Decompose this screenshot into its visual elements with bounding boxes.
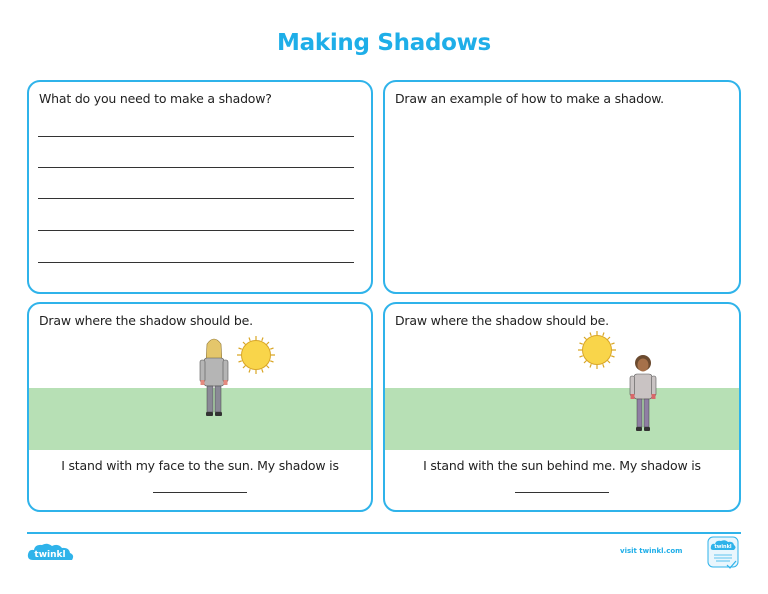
quality-badge-icon — [707, 536, 741, 570]
draw-example-panel[interactable] — [383, 80, 741, 294]
face-sun-scene — [29, 304, 373, 454]
sun-behind-scene — [385, 304, 741, 454]
face-sun-caption: I stand with my face to the sun. My shadow is — [61, 458, 339, 473]
answer-line[interactable] — [38, 167, 354, 168]
sun-behind-caption: I stand with the sun behind me. My shadow is — [423, 458, 701, 473]
draw-example-prompt: Draw an example of how to make a shadow. — [395, 91, 664, 106]
sun-icon — [578, 331, 616, 369]
answer-line[interactable] — [38, 136, 354, 137]
answer-line[interactable] — [38, 262, 354, 263]
face-sun-prompt: Draw where the shadow should be. — [39, 313, 253, 328]
logo-text: twinkl — [34, 550, 66, 560]
twinkl-logo[interactable] — [27, 541, 77, 565]
face-sun-answer-line[interactable] — [153, 492, 247, 493]
answer-line[interactable] — [38, 230, 354, 231]
sun-icon — [237, 336, 275, 374]
sun-behind-panel — [383, 302, 741, 512]
answer-line[interactable] — [38, 198, 354, 199]
footer-divider — [27, 532, 741, 534]
child-figure-front — [630, 355, 656, 431]
page-title: Making Shadows — [277, 30, 491, 56]
needs-panel — [27, 80, 373, 294]
sun-behind-prompt: Draw where the shadow should be. — [395, 313, 609, 328]
face-sun-panel — [27, 302, 373, 512]
sun-behind-answer-line[interactable] — [515, 492, 609, 493]
badge-text: twinkl — [714, 544, 732, 550]
visit-link[interactable]: visit twinkl.com — [620, 547, 683, 555]
child-figure-back — [200, 339, 228, 416]
needs-prompt: What do you need to make a shadow? — [39, 91, 272, 106]
